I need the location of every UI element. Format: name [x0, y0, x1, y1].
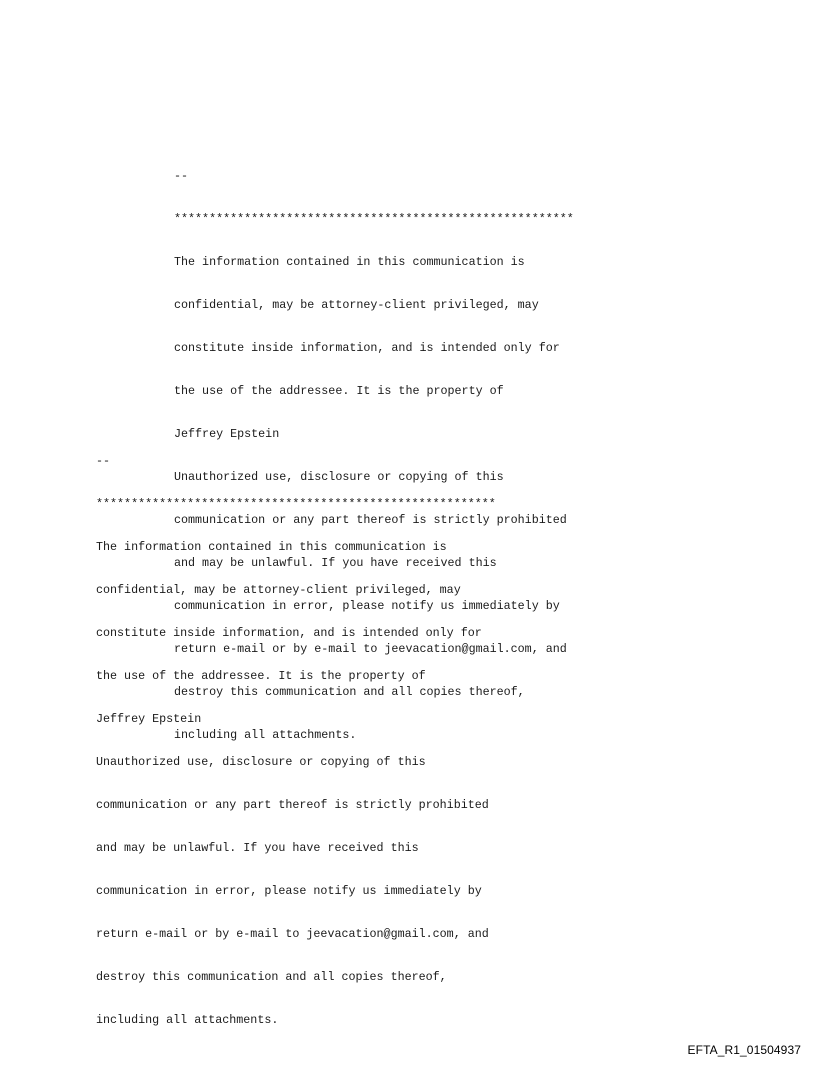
disclaimer-line: communication in error, please notify us immediately by — [96, 884, 482, 898]
disclaimer-line: communication in error, please notify us immediately by — [174, 599, 560, 613]
disclaimer-line: confidential, may be attorney-client privileged, may — [96, 582, 461, 597]
disclaimer-line: and may be unlawful. If you have received this — [174, 555, 497, 570]
document-id-label: EFTA_R1_01504937 — [687, 1043, 801, 1057]
disclaimer-line: The information contained in this communication is — [174, 254, 525, 269]
disclaimer-line: the use of the addressee. It is the property of — [174, 383, 504, 398]
disclaimer-line: return e-mail or by e-mail to jeevacation@gmail.com, and — [96, 927, 489, 942]
disclaimer-line: return e-mail or by e-mail to jeevacation@gmail.com, and — [174, 642, 567, 657]
disclaimer-line: The information contained in this communication is — [96, 539, 447, 554]
disclaimer-line: Unauthorized use, disclosure or copying of this — [96, 754, 426, 769]
disclaimer-line: including all attachments. — [96, 1013, 279, 1028]
signature-separator: -- — [96, 453, 111, 468]
disclaimer-block — [96, 425, 496, 1056]
asterisk-divider: ********************************************************* — [96, 496, 496, 511]
signature-separator: -- — [174, 168, 189, 183]
disclaimer-line: constitute inside information, and is intended only for — [96, 625, 482, 640]
asterisk-divider: ********************************************************* — [174, 211, 574, 226]
disclaimer-line: constitute inside information, and is intended only for — [174, 340, 560, 355]
disclaimer-line: Unauthorized use, disclosure or copying of this — [174, 469, 504, 484]
disclaimer-line: Jeffrey Epstein — [96, 711, 202, 726]
disclaimer-line: destroy this communication and all copies thereof, — [96, 970, 447, 985]
disclaimer-line: confidential, may be attorney-client privileged, may — [174, 297, 539, 312]
disclaimer-line: including all attachments. — [174, 728, 357, 743]
disclaimer-line: communication or any part thereof is strictly prohibited — [96, 797, 489, 812]
disclaimer-line: communication or any part thereof is strictly prohibited — [174, 512, 567, 527]
disclaimer-line: the use of the addressee. It is the property of — [96, 668, 426, 683]
disclaimer-line: and may be unlawful. If you have received this — [96, 840, 419, 855]
disclaimer-line: Jeffrey Epstein — [174, 426, 280, 441]
disclaimer-line: destroy this communication and all copies thereof, — [174, 685, 525, 700]
